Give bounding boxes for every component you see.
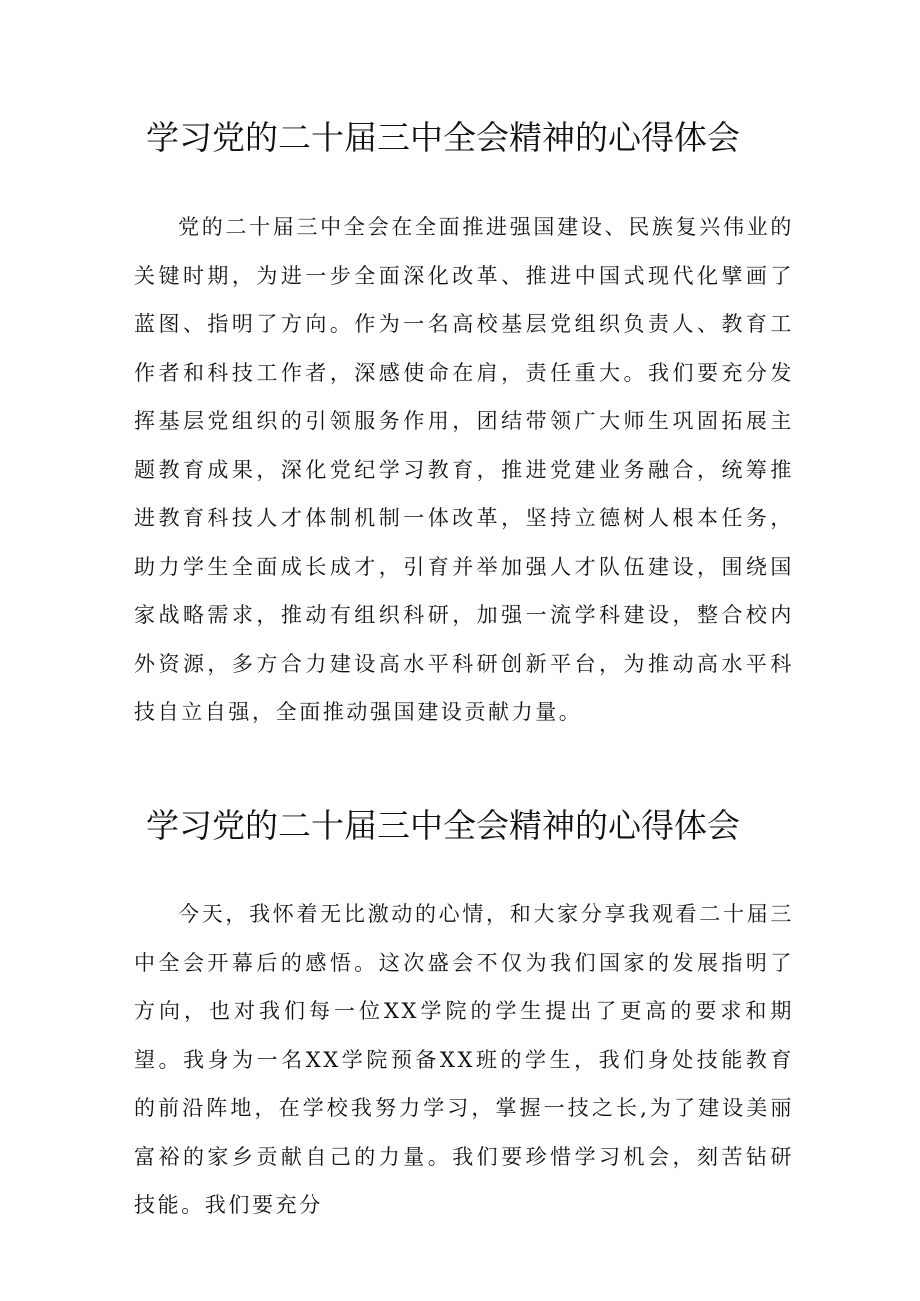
section-body: 今天，我怀着无比激动的心情，和大家分享我观看二十届三中全会开幕后的感悟。这次盛会不仅为我们国家的发展指明了方向，也对我们每一位XX学院的学生提出了更高的要求和期望。我身为一名XX学院预备XX班的学生，我们身处技能教育的前沿阵地，在学校我努力学习，掌握一技之长,为了建设美丽富裕的家乡贡献自己的力量。我们要珍惜学习机会，刻苦钻研技能。我们要充分 (134, 902, 794, 1217)
section-title: 学习党的二十届三中全会精神的心得体会 (146, 118, 740, 157)
section-body: 党的二十届三中全会在全面推进强国建设、民族复兴伟业的关键时期，为进一步全面深化改革、推进中国式现代化擘画了蓝图、指明了方向。作为一名高校基层党组织负责人、教育工作者和科技工作者，深感使命在肩，责任重大。我们要充分发挥基层党组织的引领服务作用，团结带领广大师生巩固拓展主题教育成果，深化党纪学习教育，推进党建业务融合，统筹推进教育科技人才体制机制一体改革，坚持立德树人根本任务，助力学生全面成长成才，引育并举加强人才队伍建设，围绕国家战略需求，推动有组织科研，加强一流学科建设，整合校内外资源，多方合力建设高水平科研创新平台，为推动高水平科技自立自强，全面推动强国建设贡献力量。 (134, 215, 794, 724)
section-title: 学习党的二十届三中全会精神的心得体会 (146, 806, 740, 845)
